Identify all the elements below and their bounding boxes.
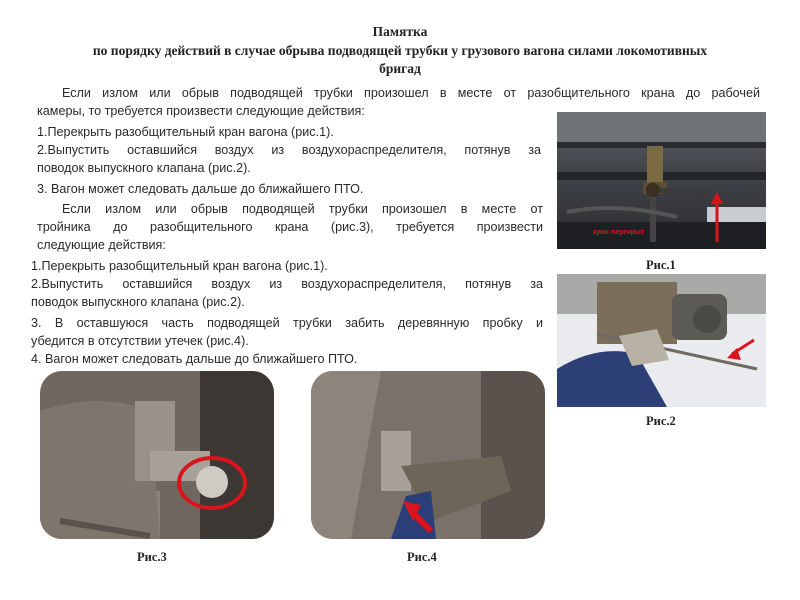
section2-step4: 4. Вагон может следовать дальше до ближайшего ПТО.: [31, 352, 358, 366]
figure2-caption: Рис.2: [646, 414, 676, 428]
section2-step3: 3. В оставшуюся часть подводящей трубки забить деревянную пробку и: [31, 316, 543, 330]
figure1-photo: [557, 112, 766, 249]
page-title: Памятка: [372, 24, 428, 39]
section1-intro-line1: Если излом или обрыв подводящей трубки произошел в месте от разобщительного крана до рабочей: [62, 86, 760, 100]
figure4-illustration: [311, 371, 545, 539]
page-subtitle-continued: бригад: [379, 61, 421, 76]
figure1-illustration: [557, 112, 766, 249]
page-subtitle: по порядку действий в случае обрыва подводящей трубки у грузового вагона силами локомотивных: [92, 43, 708, 58]
figure3-photo: [40, 371, 274, 539]
section2-intro-line3: следующие действия:: [37, 238, 166, 252]
figure1-caption: Рис.1: [646, 258, 676, 272]
figure2-photo: [557, 274, 766, 407]
section1-step2: 2.Выпустить оставшийся воздух из воздухораспределителя, потянув за: [37, 143, 541, 157]
section1-step2-continued: поводок выпускного клапана (рис.2).: [37, 161, 251, 175]
section1-step1: 1.Перекрыть разобщительный кран вагона (рис.1).: [37, 125, 334, 139]
section2-step1: 1.Перекрыть разобщительный кран вагона (рис.1).: [31, 259, 328, 273]
section2-step2: 2.Выпустить оставшийся воздух из воздухораспределителя, потянув за: [31, 277, 543, 291]
section2-intro-line2: тройника до разобщительного крана (рис.3), требуется произвести: [37, 220, 543, 234]
figure4-caption: Рис.4: [407, 550, 437, 564]
section2-intro-line1: Если излом или обрыв подводящей трубки произошел в месте от: [62, 202, 543, 216]
section2-step2-continued: поводок выпускного клапана (рис.2).: [31, 295, 245, 309]
section2-step3-continued: убедится в отсутствии утечек (рис.4).: [31, 334, 249, 348]
figure1-annotation-label: кран перекрыт: [593, 229, 645, 236]
section1-intro-line2: камеры, то требуется произвести следующие действия:: [37, 104, 365, 118]
section1-step3: 3. Вагон может следовать дальше до ближайшего ПТО.: [37, 182, 364, 196]
figure3-caption: Рис.3: [137, 550, 167, 564]
figure4-photo: [311, 371, 545, 539]
figure2-illustration: [557, 274, 766, 407]
figure3-illustration: [40, 371, 274, 539]
